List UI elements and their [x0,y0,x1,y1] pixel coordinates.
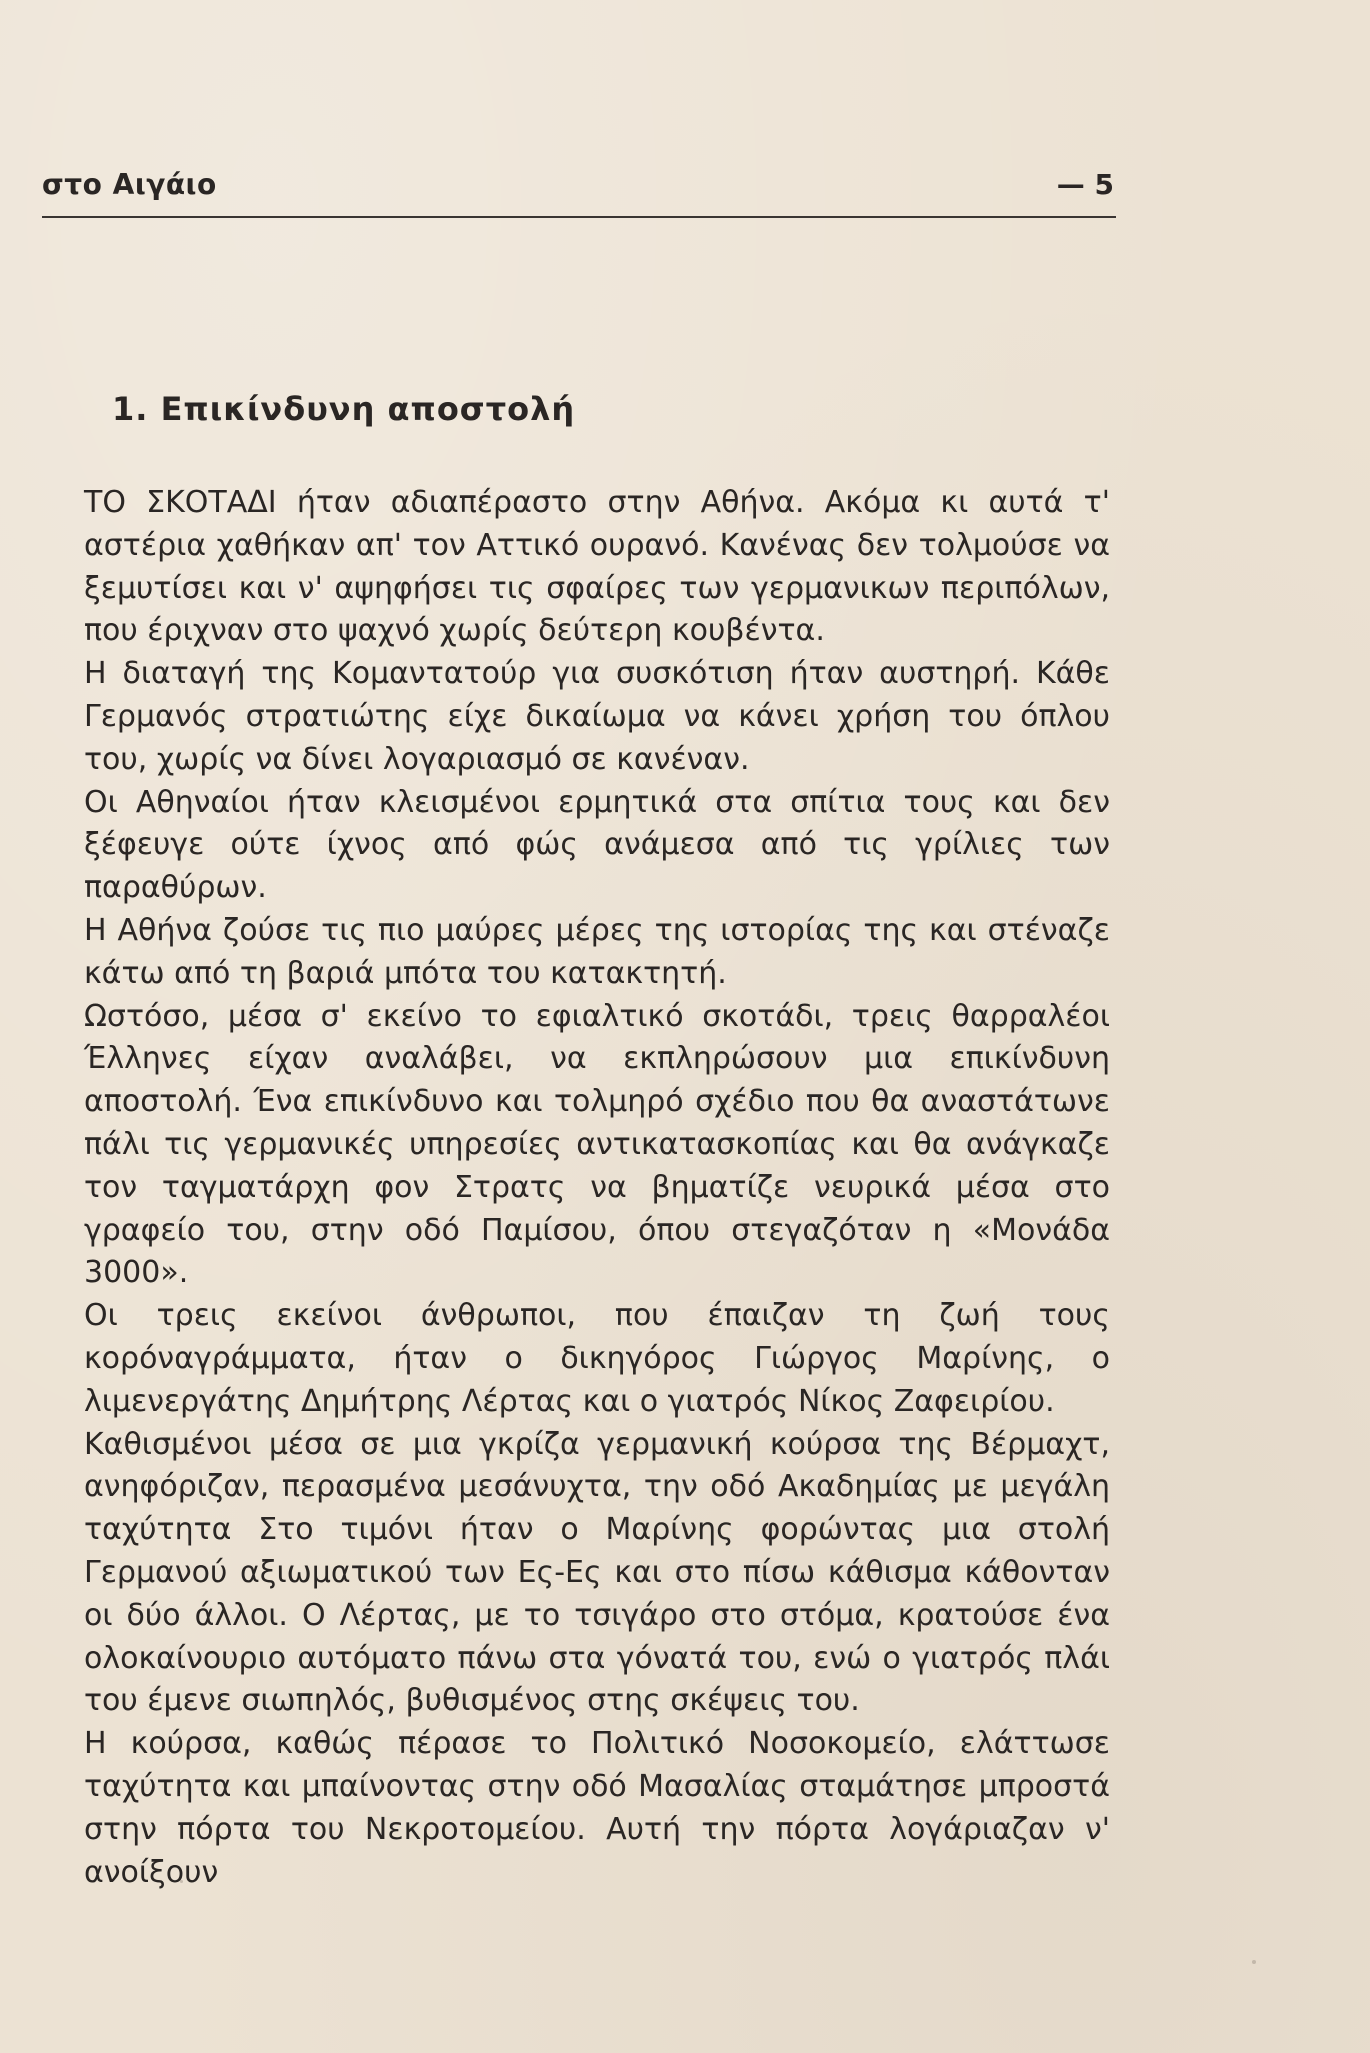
paragraph: ΤΟ ΣΚΟΤΑΔΙ ήταν αδιαπέραστο στην Αθήνα. Ακόμα κι αυτά τ' αστέρια χαθήκαν απ' τον Αττικό ουρανό. Κανένας δεν τολμούσε να ξεμυτίσει και ν' αψηφήσει τις σφαίρες των γερμανικων περιπόλων, που έριχναν στο ψαχνό χωρίς δεύτερη κουβέντα. [84,485,1110,649]
chapter-title: 1. Επικίνδυνη αποστολή [112,390,576,428]
paragraph: Καθισμένοι μέσα σε μια γκρίζα γερμανική κούρσα της Βέρμαχτ, ανηφόριζαν, περασμένα μεσάνυχτα, την οδό Ακαδημίας με μεγάλη ταχύτητα Στο τιμόνι ήταν ο Μαρίνης φορώντας μια στολή Γερμανού αξιωματικού των Ες-Ες και στο πίσω κάθισμα κάθονταν οι δύο άλλοι. Ο Λέρτας, με το τσιγάρο στο στόμα, κρατούσε ένα ολοκαίνουριο αυτόματο πάνω στα γόνατά του, ενώ ο γιατρός πλάι του έμενε σιωπηλός, βυθισμένος στης σκέψεις του. [84,1426,1110,1719]
paper-speck [1252,1960,1256,1964]
page-number: — 5 [1056,168,1114,201]
body-text [84,482,1110,1894]
paragraph: Οι τρεις εκείνοι άνθρωποι, που έπαιζαν τη ζωή τους κορόναγράμματα, ήταν ο δικηγόρος Γιώργος Μαρίνης, ο λιμενεργάτης Δημήτρης Λέρτας και ο γιατρός Νίκος Ζαφειρίου. [84,1298,1110,1419]
running-head [42,168,1114,208]
paragraph: Ωστόσο, μέσα σ' εκείνο το εφιαλτικό σκοτάδι, τρεις θαρραλέοι Έλληνες είχαν αναλάβει, να εκπληρώσουν μια επικίνδυνη αποστολή. Ένα επικίνδυνο και τολμηρό σχέδιο που θα αναστάτωνε πάλι τις γερμανικές υπηρεσίες αντικατασκοπίας και θα ανάγκαζε τον ταγματάρχη φον Στρατς να βηματίζε νευρικά μέσα στο γραφείο του, στην οδό Παμίσου, όπου στεγαζόταν η «Μονάδα 3000». [84,998,1110,1291]
paper-speck [180,1880,183,1883]
paragraph: Η διαταγή της Κομαντατούρ για συσκότιση ήταν αυστηρή. Κάθε Γερμανός στρατιώτης είχε δικαίωμα να κάνει χρήση του όπλου του, χωρίς να δίνει λογαριασμό σε κανέναν. [84,656,1110,777]
paragraph: Η κούρσα, καθώς πέρασε το Πολιτικό Νοσοκομείο, ελάττωσε ταχύτητα και μπαίνοντας στην οδό Μασαλίας σταμάτησε μπροστά στην πόρτα του Νεκροτομείου. Αυτή την πόρτα λογάριαζαν ν' ανοίξουν [84,1726,1110,1890]
running-title: στο Αιγάιο [42,168,217,201]
paragraph: Η Αθήνα ζούσε τις πιο μαύρες μέρες της ιστορίας της και στέναζε κάτω από τη βαριά μπότα του κατακτητή. [84,912,1110,991]
paragraph: Οι Αθηναίοι ήταν κλεισμένοι ερμητικά στα σπίτια τους και δεν ξέφευγε ούτε ίχνος από φώς ανάμεσα από τις γρίλιες των παραθύρων. [84,784,1110,906]
header-rule [42,216,1116,218]
